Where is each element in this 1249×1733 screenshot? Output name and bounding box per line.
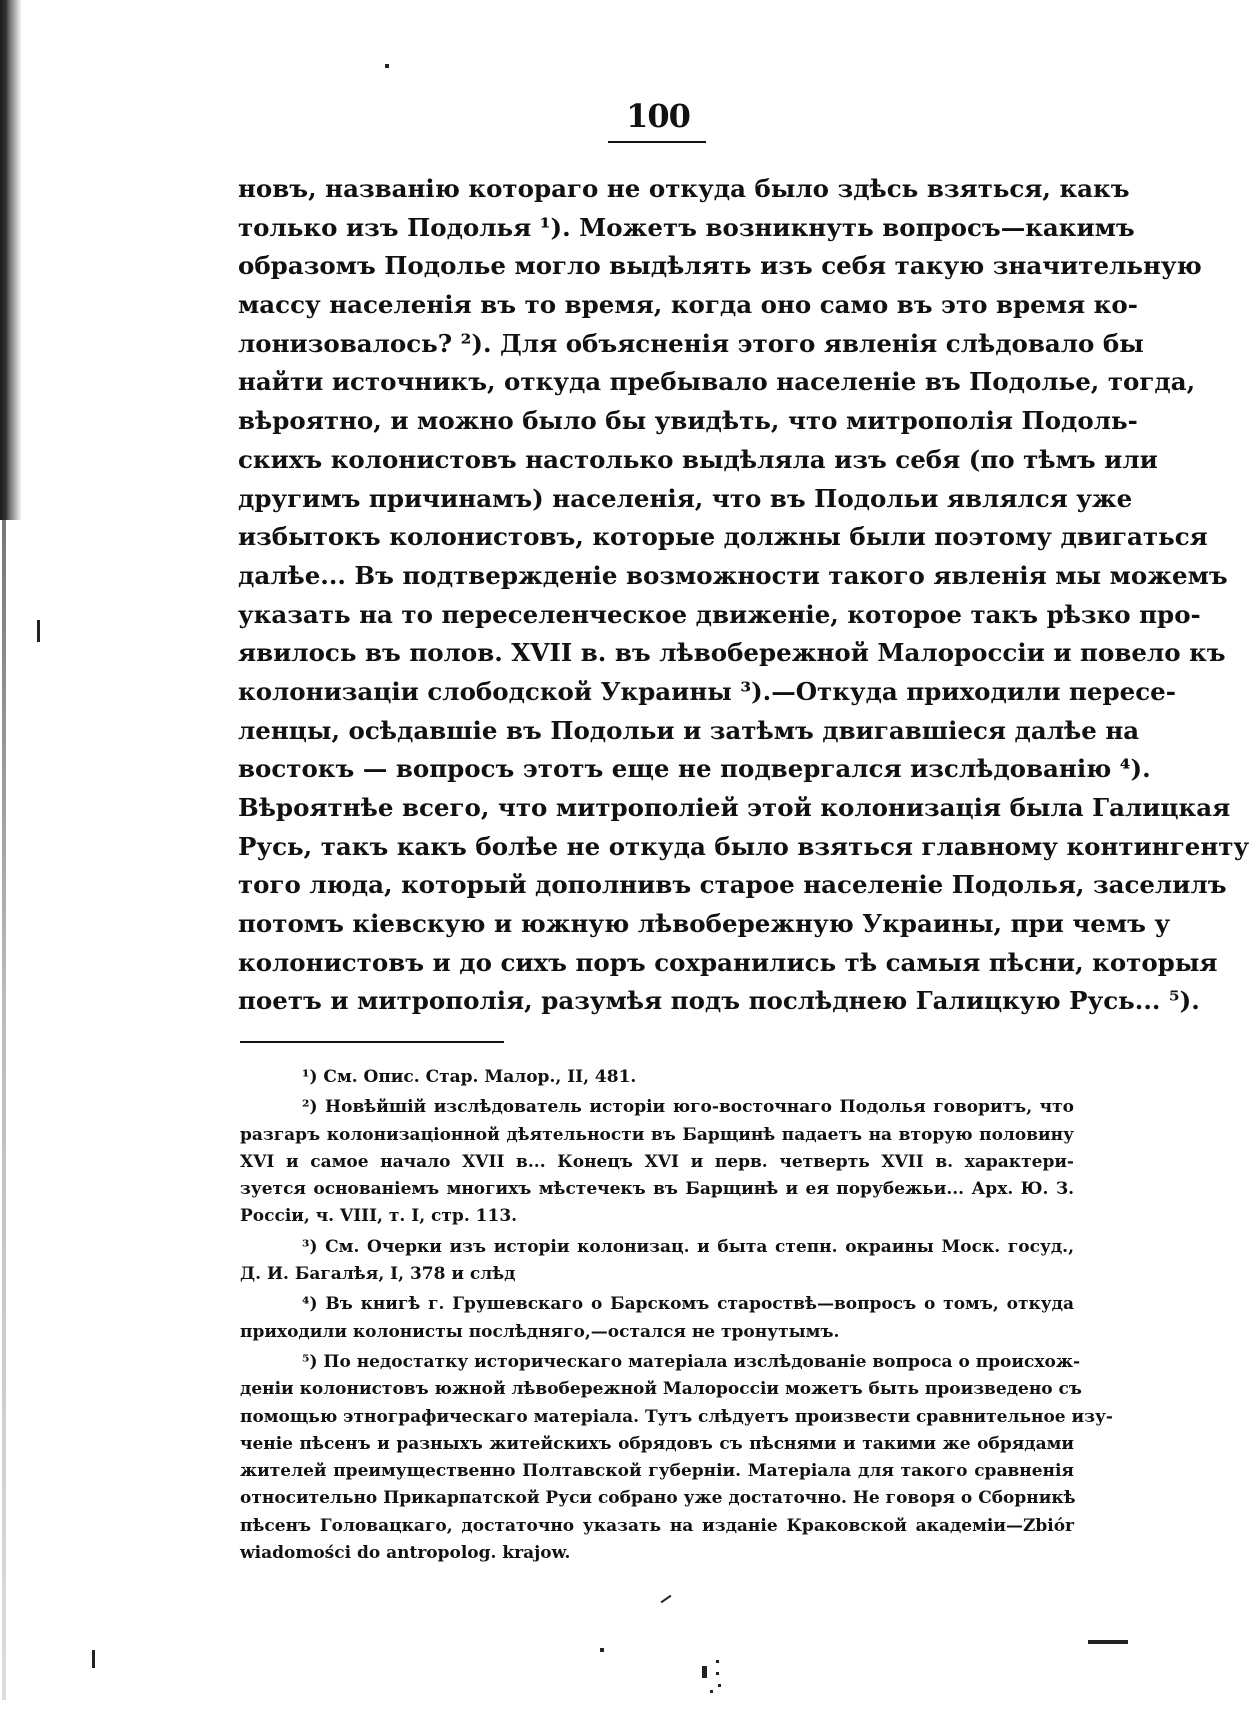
- footnote-separator: [240, 1041, 504, 1043]
- footnote-2-line: Россіи, ч. VIII, т. I, стр. 113.: [240, 1206, 518, 1227]
- footnote-2-line: зуется основаніемъ многихъ мѣстечекъ въ Барщинѣ и ея порубежьи... Арх. Ю. З.: [240, 1179, 1074, 1200]
- page-number: 100: [626, 97, 690, 135]
- footnote-5-line: wiadomości do antropolog. krajow.: [240, 1543, 571, 1564]
- text-line: массу населенія въ то время, когда оно само въ это время ко-: [238, 290, 1138, 320]
- scan-speck: [710, 1690, 713, 1693]
- scan-speck: [600, 1648, 604, 1652]
- scan-speck: [716, 1672, 719, 1675]
- text-line: скихъ колонистовъ настолько выдѣляла изъ себя (по тѣмъ или: [238, 444, 1158, 474]
- scan-edge-line: [2, 520, 6, 1700]
- text-line: далѣе... Въ подтвержденіе возможности такого явленія мы можемъ: [238, 560, 1228, 590]
- footnote-2-line: ²) Новѣйшій изслѣдователь исторіи юго-восточнаго Подолья говоритъ, что: [302, 1097, 1074, 1118]
- footnote-5-line: жителей преимущественно Полтавской губерніи. Матеріала для такого сравненія: [240, 1461, 1074, 1482]
- footnote-1-line: ¹) См. Опис. Стар. Малор., II, 481.: [302, 1067, 637, 1087]
- text-line: ленцы, осѣдавшіе въ Подольи и затѣмъ двигавшіеся далѣе на: [238, 715, 1140, 745]
- footnote-3-line: Д. И. Багалѣя, I, 378 и слѣд: [240, 1264, 516, 1285]
- footnote-5-line: пѣсенъ Головацкаго, достаточно указать на изданіе Краковской академіи—Zbiór: [240, 1515, 1074, 1536]
- footnotes: [240, 1064, 1113, 1567]
- footnote-4-line: приходили колонисты послѣдняго,—остался не тронутымъ.: [240, 1321, 840, 1342]
- footnote-5-line: ченіе пѣсенъ и разныхъ житейскихъ обрядовъ съ пѣснями и такими же обрядами: [240, 1433, 1074, 1454]
- text-line: только изъ Подолья ¹). Можетъ возникнуть вопросъ—какимъ: [238, 212, 1135, 242]
- footnote-5-line: деніи колонистовъ южной лѣвобережной Малороссіи можетъ быть произведено съ: [240, 1379, 1082, 1400]
- page-number-underline: [608, 141, 706, 143]
- text-line: Вѣроятнѣе всего, что митрополіей этой колонизація была Галицкая: [238, 793, 1231, 822]
- scan-speck: [702, 1666, 707, 1678]
- text-line: востокъ — вопросъ этотъ еще не подвергался изслѣдованію ⁴).: [238, 754, 1151, 784]
- text-line: образомъ Подолье могло выдѣлять изъ себя такую значительную: [238, 251, 1202, 281]
- text-line: новъ, названію котораго не откуда было здѣсь взяться, какъ: [238, 174, 1130, 203]
- main-text: [238, 170, 1249, 1021]
- footnote-5-line: относительно Прикарпатской Руси собрано уже достаточно. Не говоря о Сборникѣ: [240, 1488, 1076, 1509]
- scan-speck: [716, 1660, 719, 1663]
- scan-speck: [661, 1595, 672, 1604]
- text-line: избытокъ колонистовъ, которые должны были поэтому двигаться: [238, 522, 1208, 552]
- footnote-4-line: ⁴) Въ книгѣ г. Грушевскаго о Барскомъ староствѣ—вопросъ о томъ, откуда: [302, 1294, 1074, 1315]
- scan-speck: [1088, 1640, 1128, 1644]
- text-line: другимъ причинамъ) населенія, что въ Подольи являлся уже: [238, 483, 1133, 513]
- text-line: того люда, который дополнивъ старое населеніе Подолья, заселилъ: [238, 870, 1227, 900]
- text-line: колонистовъ и до сихъ поръ сохранились тѣ самыя пѣсни, которыя: [238, 947, 1218, 977]
- text-line: найти источникъ, откуда пребывало населеніе въ Подолье, тогда,: [238, 367, 1196, 397]
- text-line: колонизаціи слободской Украины ³).—Откуда приходили пересе-: [238, 676, 1176, 706]
- text-line: лонизовалось? ²). Для объясненія этого явленія слѣдовало бы: [238, 328, 1144, 358]
- footnote-5-line: ⁵) По недостатку историческаго матеріала изслѣдованіе вопроса о происхож-: [302, 1351, 1081, 1372]
- footnote-2-line: разгаръ колонизаціонной дѣятельности въ Барщинѣ падаетъ на вторую половину: [240, 1124, 1074, 1145]
- text-line: указать на то переселенческое движеніе, которое такъ рѣзко про-: [238, 599, 1201, 629]
- text-line: потомъ кіевскую и южную лѣвобережную Украины, при чемъ у: [238, 909, 1171, 939]
- scan-binding-shadow: [0, 0, 22, 520]
- footnote-3-line: ³) См. Очерки изъ исторіи колонизац. и быта степн. окраины Моск. госуд.,: [302, 1236, 1074, 1257]
- footnote-5-line: помощью этнографическаго матеріала. Тутъ слѣдуетъ произвести сравнительное изу-: [240, 1406, 1113, 1427]
- scan-speck: [385, 64, 389, 68]
- text-line: явилось въ полов. XVII в. въ лѣвобережной Малороссіи и повело къ: [238, 638, 1226, 668]
- text-line: Русь, такъ какъ болѣе не откуда было взяться главному контингенту: [238, 831, 1249, 861]
- scan-speck: [37, 620, 40, 642]
- scan-speck: [718, 1684, 721, 1687]
- footnote-2-line: XVI и самое начало XVII в... Конецъ XVI и перв. четверть XVII в. характери-: [240, 1151, 1074, 1172]
- text-line: вѣроятно, и можно было бы увидѣть, что митрополія Подоль-: [238, 406, 1138, 436]
- text-line: поетъ и митрополія, разумѣя подъ послѣднею Галицкую Русь... ⁵).: [238, 986, 1200, 1016]
- scan-speck: [92, 1650, 95, 1668]
